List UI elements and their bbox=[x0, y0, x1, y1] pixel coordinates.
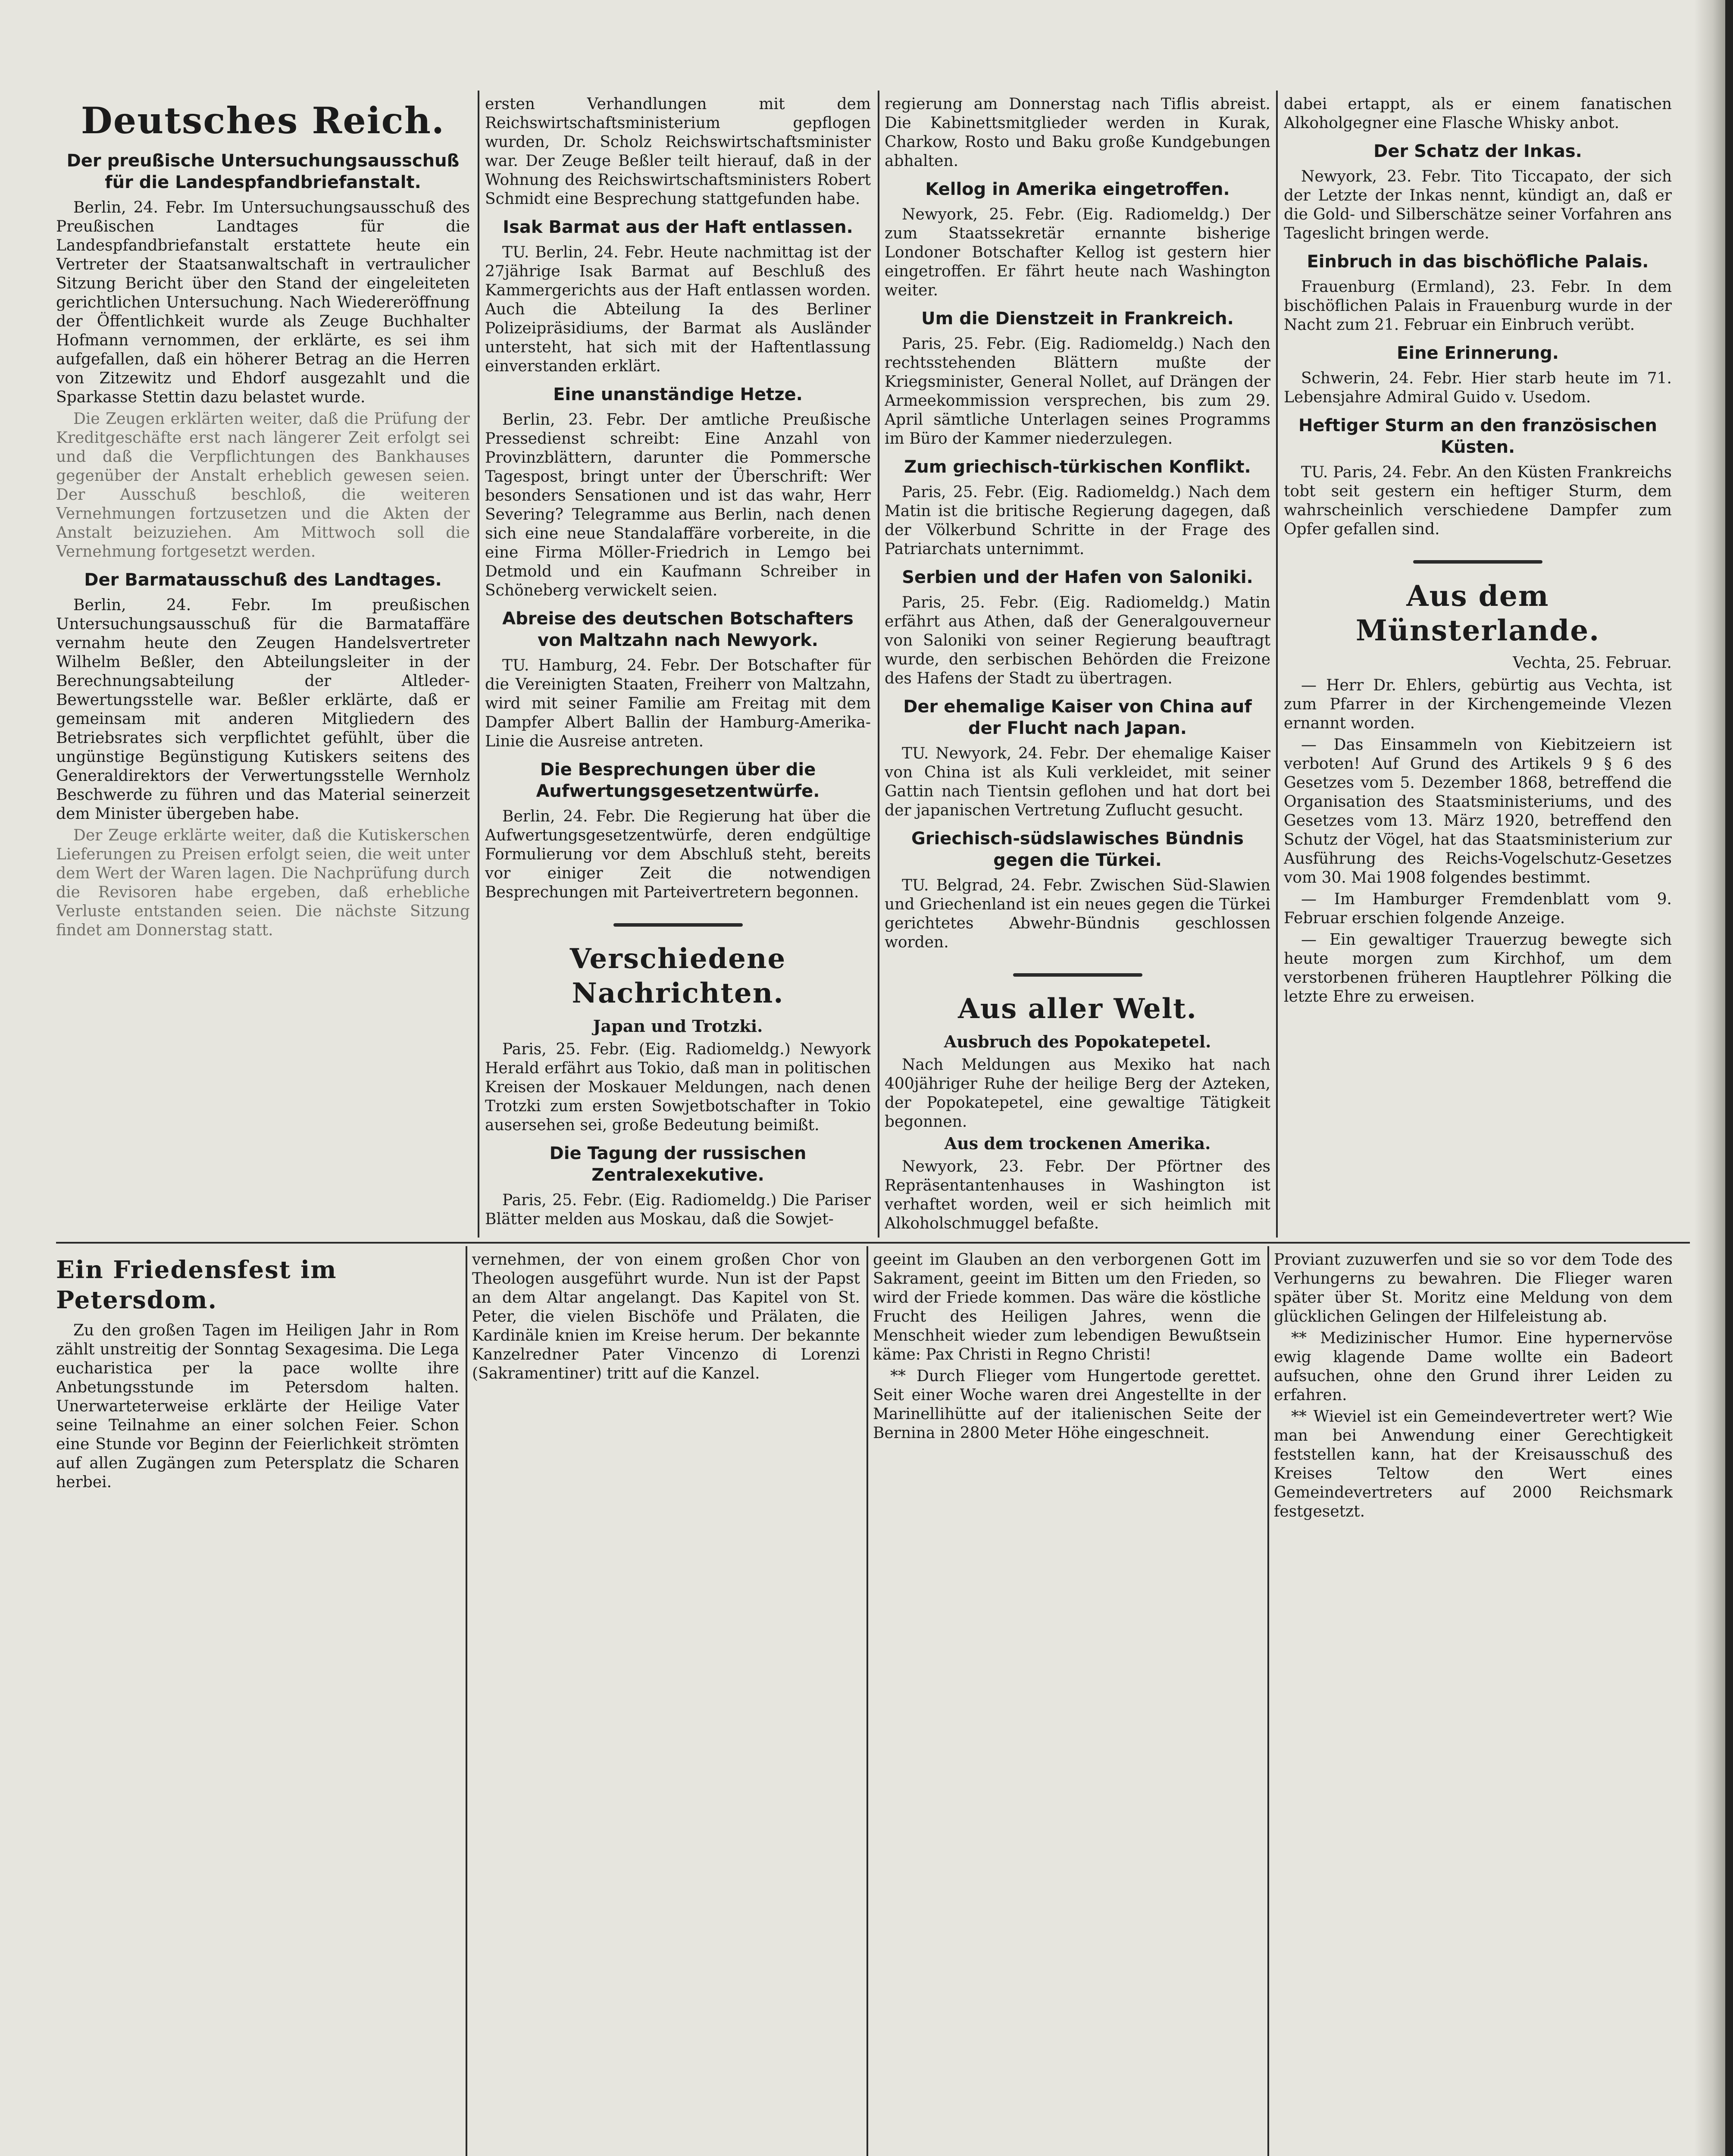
article-body: Newyork, 23. Febr. Tito Ticcapato, der sich der Letzte der Inkas nennt, kündigt an, daß er die Gold- und Silberschätze seiner Vorfahren ans Tageslicht bringen werde. bbox=[1284, 168, 1672, 242]
article-body: TU. Paris, 24. Febr. An den Küsten Frankreichs tobt seit gestern ein heftiger Sturm, dem wahrscheinlich verschiedene Dampfer zum Opfer gefallen sind. bbox=[1284, 464, 1672, 538]
article-body: Paris, 25. Febr. (Eig. Radiomeldg.) Nach den rechtsstehenden Blättern mußte der Kriegsminister, General Nollet, auf Drängen der Armeekommission versprechen, bis zum 29. April sämtliche Unterlagen seines Programms im Büro der Kammer niederzulegen. bbox=[885, 335, 1270, 448]
page-edge bbox=[1725, 0, 1733, 2156]
article-body-continued: Die Zeugen erklärten weiter, daß die Prüfung der Kreditgeschäfte erst nach längerer Zeit erfolgt sei und daß die Verpflichtungen des Bankhauses gegenüber der Anstalt erheblich gewesen seien. Der Ausschuß beschloß, die weiteren Vernehmungen fortzusetzen und die Akten der Anstalt beizuziehen. Am Mittwoch soll die Vernehmung fortgesetzt werden. bbox=[56, 410, 470, 561]
column-rule bbox=[478, 91, 479, 1238]
article-body: ersten Verhandlungen mit dem Reichswirtschaftsministerium gepflogen wurden, Dr. Scholz Reichswirtschaftsminister war. Der Zeuge Beßler teilt hierauf, daß in der Wohnung des Reichswirtschaftsministers Robert Schmidt eine Besprechung stattgefunden habe. bbox=[485, 95, 871, 208]
article-headline: Einbruch in das bischöfliche Palais. bbox=[1307, 252, 1649, 272]
article-headline: Abreise des deutschen Botschafters von Maltzahn nach Newyork. bbox=[502, 609, 854, 650]
article-body: — Im Hamburger Fremdenblatt vom 9. Februar erschien folgende Anzeige. bbox=[1284, 890, 1672, 927]
article-headline: Eine unanständige Hetze. bbox=[553, 385, 803, 404]
column-3 bbox=[885, 95, 1270, 1238]
article-body: geeint im Glauben an den verborgenen Gott im Sakrament, geeint im Bitten um den Frieden, so wird der Friede kommen. Das wäre die köstliche Frucht des Heiligen Jahres, wenn die Menschheit wieder zum lebendigen Bewußtsein käme: Pax Christi in Regno Christi! bbox=[873, 1251, 1261, 1363]
column-rule bbox=[1276, 91, 1278, 1238]
article-headline: Die Tagung der russischen Zentralexekutive. bbox=[549, 1144, 807, 1185]
article-body: Paris, 25. Febr. (Eig. Radiomeldg.) Die Pariser Blätter melden aus Moskau, daß die Sowjet- bbox=[485, 1191, 871, 1228]
article-body: Berlin, 24. Febr. Im preußischen Untersuchungsausschuß für die Barmataffäre vernahm heute den Zeugen Handelsvertreter Wilhelm Beßler, den Abteilungsleiter in der Berechnungsabteilung der Altleder-Bewertungsstelle war. Beßler erklärte, daß er gemeinsam mit anderen Mitgliedern des Betriebsrates sich verpflichtet gefühlt, über die ungünstige Begünstigung Kutiskers seitens des Generaldirektors der Verwertungsstelle Wernholz Beschwerde zu führen und das Material seinerzeit dem Minister übergeben habe. bbox=[56, 596, 470, 823]
article-body: — Ein gewaltiger Trauerzug bewegte sich heute morgen zum Kirchhof, um dem verstorbenen früheren Hauptlehrer Pölking die letzte Ehre zu erweisen. bbox=[1284, 931, 1672, 1006]
article-body: TU. Belgrad, 24. Febr. Zwischen Süd-Slawien und Griechenland ist ein neues gegen die Türkei gerichtetes Abwehr-Bündnis geschlossen worden. bbox=[885, 877, 1270, 951]
section-title: Verschiedene Nachrichten. bbox=[569, 943, 786, 1009]
ornament-rule bbox=[1284, 549, 1672, 568]
section-rule bbox=[56, 1242, 1690, 1244]
section-title: Deutsches Reich. bbox=[81, 99, 445, 142]
bottom-column-1 bbox=[56, 1250, 459, 2156]
section-title: Aus dem Münsterlande. bbox=[1355, 579, 1600, 647]
article-body: Paris, 25. Febr. (Eig. Radiomeldg.) Newyork Herald erfährt aus Tokio, daß man in politischen Kreisen der Moskauer Meldungen, nach denen Trotzki zum ersten Sowjetbotschafter in Tokio ausersehen sei, große Bedeutung beimißt. bbox=[485, 1040, 871, 1134]
article-headline: Die Besprechungen über die Aufwertungsgesetzentwürfe. bbox=[536, 760, 820, 801]
bottom-column-4 bbox=[1274, 1250, 1673, 2156]
article-body: ** Medizinischer Humor. Eine hypernervöse ewig klagende Dame wollte ein Badeort aufsuchen, ohne den Grund ihrer Leiden zu erfahren. bbox=[1274, 1329, 1673, 1404]
article-headline: Griechisch-südslawisches Bündnis gegen die Türkei. bbox=[911, 829, 1244, 870]
article-body: Schwerin, 24. Febr. Hier starb heute im 71. Lebensjahre Admiral Guido v. Usedom. bbox=[1284, 370, 1672, 406]
article-body: — Das Einsammeln von Kiebitzeiern ist verboten! Auf Grund des Artikels 9 § 6 des Gesetzes vom 5. Dezember 1868, betreffend die Organisation des Staatsministeriums, und des Gesetzes vom 13. März 1920, betreffend den Schutz der Vögel, hat das Staatsministerium zur Ausführung des Reichs-Vogelschutz-Gesetzes vom 30. Mai 1908 folgendes bestimmt. bbox=[1284, 736, 1672, 887]
article-headline: Zum griechisch-türkischen Konflikt. bbox=[904, 457, 1251, 477]
column-rule bbox=[466, 1246, 467, 2156]
article-headline: Serbien und der Hafen von Saloniki. bbox=[902, 567, 1253, 587]
article-body: Berlin, 24. Febr. Die Regierung hat über die Aufwertungsgesetzentwürfe, deren endgültige Formulierung vor dem Abschluß steht, bereits vor einiger Zeit die notwendigen Besprechungen mit Parteivertretern begonnen. bbox=[485, 808, 871, 901]
article-headline: Der Schatz der Inkas. bbox=[1373, 141, 1582, 161]
article-body: Newyork, 25. Febr. (Eig. Radiomeldg.) Der zum Staatssekretär ernannte bisherige Londoner Botschafter Kellog ist gestern hier eingetroffen. Er fährt heute nach Washington weiter. bbox=[885, 206, 1270, 299]
column-rule bbox=[866, 1246, 868, 2156]
bottom-column-3 bbox=[873, 1250, 1261, 2156]
article-body: Paris, 25. Febr. (Eig. Radiomeldg.) Matin erfährt aus Athen, daß der Generalgouverneur von Saloniki von seiner Regierung beauftragt wurde, den serbischen Behörden die Freizone des Hafens der Stadt zu übertragen. bbox=[885, 594, 1270, 687]
article-body: Berlin, 23. Febr. Der amtliche Preußische Pressedienst schreibt: Eine Anzahl von Provinzblättern, darunter die Pommersche Tagespost, bringt unter der Überschrift: Wer besonders Sensationen und ist das wahr, Herr Severing? Telegramme aus Berlin, nach denen sich eine neue Standalaffäre vorbereite, in die eine Firma Möller-Friedrich in Lemgo bei Detmold und ein Kaufmann Schreiber in Schöneberg verwickelt seien. bbox=[485, 411, 871, 599]
article-body: Proviant zuzuwerfen und sie so vor dem Tode des Verhungerns zu bewahren. Die Flieger waren später über St. Moritz eine Meldung von dem glücklichen Gelingen der Hilfeleistung ab. bbox=[1274, 1251, 1673, 1326]
article-body: vernehmen, der von einem großen Chor von Theologen ausgeführt wurde. Nun ist der Papst an dem Altar angelangt. Das Kapitel von St. Peter, die vielen Bischöfe und Prälaten, die Kardinäle knien im Kreise herum. Der bekannte Kanzelredner Pater Vincenzo di Lorenzi (Sakramentiner) tritt auf die Kanzel. bbox=[472, 1251, 860, 1382]
article-headline: Heftiger Sturm an den französischen Küsten. bbox=[1298, 416, 1658, 457]
column-1 bbox=[56, 95, 470, 1238]
article-body-continued: Der Zeuge erklärte weiter, daß die Kutiskerschen Lieferungen zu Preisen erfolgt seien, die weit unter dem Wert der Waren lagen. Die Nachprüfung durch die Revisoren habe ergeben, daß erhebliche Verluste entstanden seien. Die nächste Sitzung findet am Donnerstag statt. bbox=[56, 827, 470, 939]
article-headline: Aus dem trockenen Amerika. bbox=[944, 1134, 1211, 1153]
column-4 bbox=[1284, 95, 1672, 1238]
article-headline: Kellog in Amerika eingetroffen. bbox=[925, 179, 1230, 199]
article-body: Zu den großen Tagen im Heiligen Jahr in Rom zählt unstreitig der Sonntag Sexagesima. Die Lega eucharistica per la pace wollte ihre Anbetungsstunde im Petersdom halten. Unerwarteterweise erklärte der Heilige Vater seine Teilnahme an einer solchen Feier. Schon eine Stunde vor Beginn der Feierlichkeit strömten auf allen Zugängen zum Petersplatz die Scharen herbei. bbox=[56, 1322, 459, 1491]
bottom-column-2 bbox=[472, 1250, 860, 2156]
page-fold-shadow bbox=[1694, 0, 1725, 2156]
article-body: Nach Meldungen aus Mexiko hat nach 400jähriger Ruhe der heilige Berg der Azteken, der Popokatepetel, eine gewaltige Tätigkeit begonnen. bbox=[885, 1056, 1270, 1131]
article-body: ** Durch Flieger vom Hungertode gerettet. Seit einer Woche waren drei Angestellte in der Marinellihütte auf der italienischen Seite der Bernina in 2800 Meter Höhe eingeschneit. bbox=[873, 1367, 1261, 1442]
column-rule bbox=[1267, 1246, 1269, 2156]
article-headline: Isak Barmat aus der Haft entlassen. bbox=[503, 217, 853, 237]
article-headline: Der ehemalige Kaiser von China auf der Flucht nach Japan. bbox=[903, 697, 1252, 738]
ornament-rule bbox=[885, 962, 1270, 981]
article-headline: Ausbruch des Popokatepetel. bbox=[944, 1032, 1211, 1051]
article-body: Berlin, 24. Febr. Im Untersuchungsausschuß des Preußischen Landtages für die Landespfandbriefanstalt erstattete heute ein Vertreter der Staatsanwaltschaft in vertraulicher Sitzung Bericht über den Stand der eingeleiteten gerichtlichen Untersuchung. Nach Wiedereröffnung der Öffentlichkeit wurde als Zeuge Buchhalter Hofmann vernommen, der erklärte, es sei ihm aufgefallen, daß ein höherer Betrag an die Herren von Zitzewitz und Ehdorf ausgezahlt und die Sparkasse Stettin dazu belastet wurde. bbox=[56, 199, 470, 406]
article-body: TU. Berlin, 24. Febr. Heute nachmittag ist der 27jährige Isak Barmat auf Beschluß des Kammergerichts aus der Haft entlassen worden. Auch die Abteilung Ia des Berliner Polizeipräsidiums, der Barmat als Ausländer untersteht, hat sich mit der Haftentlassung einverstanden erklärt. bbox=[485, 244, 871, 375]
article-body: — Herr Dr. Ehlers, gebürtig aus Vechta, ist zum Pfarrer in der Kirchengemeinde Vlezen ernannt worden. bbox=[1284, 677, 1672, 732]
article-headline: Japan und Trotzki. bbox=[593, 1016, 763, 1036]
article-body: dabei ertappt, als er einem fanatischen Alkoholgegner eine Flasche Whisky anbot. bbox=[1284, 95, 1672, 132]
article-body: TU. Hamburg, 24. Febr. Der Botschafter für die Vereinigten Staaten, Freiherr von Maltzahn, wird mit seiner Familie am Freitag mit dem Dampfer Albert Ballin der Hamburg-Amerika-Linie die Ausreise antreten. bbox=[485, 657, 871, 750]
article-body: Newyork, 23. Febr. Der Pförtner des Repräsentantenhauses in Washington ist verhaftet worden, weil er sich heimlich mit Alkoholschmuggel befaßte. bbox=[885, 1158, 1270, 1232]
section-title: Aus aller Welt. bbox=[958, 993, 1197, 1025]
column-rule bbox=[878, 91, 879, 1238]
article-headline: Eine Erinnerung. bbox=[1397, 343, 1559, 363]
article-headline: Der Barmatausschuß des Landtages. bbox=[84, 570, 442, 590]
article-headline: Um die Dienstzeit in Frankreich. bbox=[921, 309, 1234, 329]
article-body: Paris, 25. Febr. (Eig. Radiomeldg.) Nach dem Matin ist die britische Regierung dagegen, daß der Völkerbund Schritte in der Frage des Patriarchats unternimmt. bbox=[885, 483, 1270, 558]
article-headline: Der preußische Untersuchungsausschuß für die Landespfandbriefanstalt. bbox=[66, 151, 460, 192]
feature-title: Ein Friedensfest im Petersdom. bbox=[56, 1256, 337, 1314]
article-body: TU. Newyork, 24. Febr. Der ehemalige Kaiser von China ist als Kuli verkleidet, mit seiner Gattin nach Tientsin geflohen und hat dort bei der japanischen Vertretung Zuflucht gesucht. bbox=[885, 745, 1270, 819]
article-body: Frauenburg (Ermland), 23. Febr. In dem bischöflichen Palais in Frauenburg wurde in der Nacht zum 21. Februar ein Einbruch verübt. bbox=[1284, 278, 1672, 334]
column-2 bbox=[485, 95, 871, 1238]
article-body: ** Wieviel ist ein Gemeindevertreter wert? Wie man bei Anwendung einer Gerechtigkeit feststellen kann, hat der Kreisausschuß des Kreises Teltow den Wert eines Gemeindevertreters auf 2000 Reichsmark festgesetzt. bbox=[1274, 1408, 1673, 1520]
ornament-rule bbox=[485, 912, 871, 931]
article-body: regierung am Donnerstag nach Tiflis abreist. Die Kabinettsmitglieder werden in Kurak, Charkow, Rosto und Baku große Kundgebungen abhalten. bbox=[885, 95, 1270, 170]
dateline: Vechta, 25. Februar. bbox=[1513, 654, 1672, 672]
